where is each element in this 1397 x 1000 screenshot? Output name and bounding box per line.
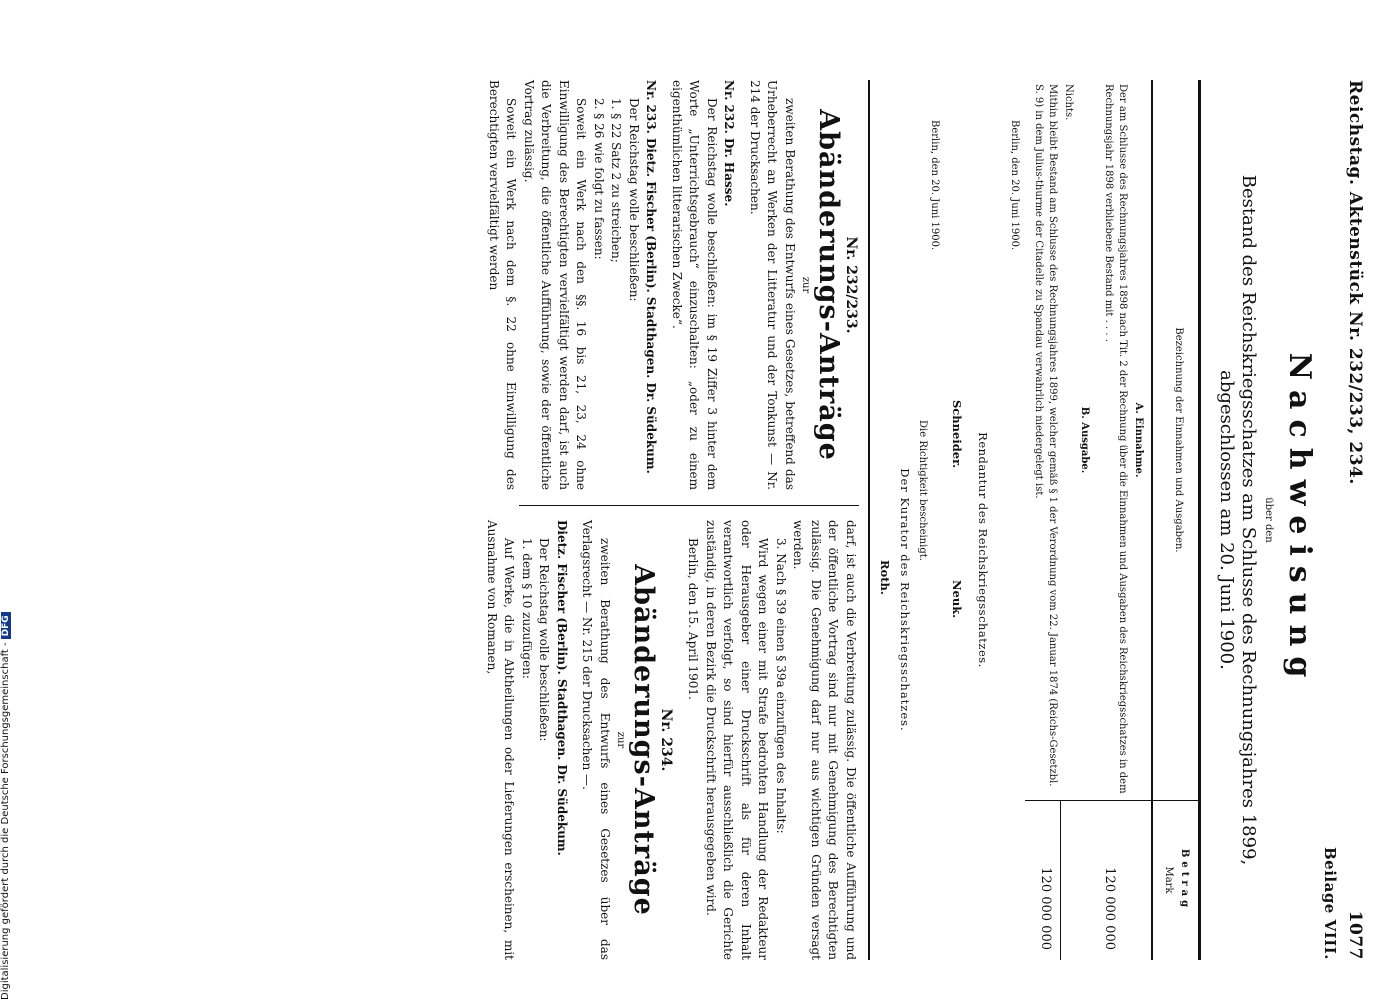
nachweisung-sub3: abgeschlossen am 20. Juni 1900. (1216, 370, 1237, 670)
amend-233-item1: 1. § 22 Satz 2 zu streichen; (609, 98, 624, 263)
amend-234-intro: zweiten Berathung des Entwurfs eines Gesetzes über das Verlagsrecht — Nr. 215 der Drucksachen —. (580, 520, 612, 960)
total-value: 120 000 000 (1038, 867, 1053, 950)
amend-233-date: Berlin, den 15. April 1901. (686, 538, 701, 700)
rendantur-office: Rendantur des Reichskriegsschatzes. (976, 432, 990, 668)
amend-233-text: Der Reichstag wolle beschließen: (627, 98, 641, 302)
amend-232-title: Abänderungs-Anträge (813, 109, 845, 461)
amend-232-zur: zur (800, 276, 811, 294)
page-number: 1077 (1345, 910, 1365, 960)
digitization-credit (0, 612, 11, 1000)
table-col-head: Bezeichnung der Einnahmen und Ausgaben. (1173, 327, 1184, 553)
amend-233-para2: Soweit ein Werk nach dem §. 22 ohne Einwilligung des Berechtigten vervielfältigt werden (487, 80, 519, 490)
signature-3: Roth. (878, 560, 892, 595)
date-mid: Berlin, den 20. Juni 1900. (929, 120, 940, 251)
amend-233-para1: Soweit ein Werk nach den §§. 16 bis 21, 23, 24 ohne Einwilligung des Berechtigten vervielfältigt werden darf, ist auch die Verbreitung, die öffentliche Aufführung, sowie der öffentliche Vortrag zulässig. (522, 80, 589, 490)
beilage-label: Beilage VIII. (1321, 846, 1339, 960)
table-betrag-head: Betrag (1179, 848, 1190, 912)
credit-text: Digitalisierung gefördert durch die Deutsche Forschungsgemeinschaft - (0, 642, 11, 1000)
section-divider (868, 80, 870, 960)
section-a-text: Der am Schlusse des Rechnungsjahres 1898 nach Tit. 2 der Rechnung über die Einnahmen und Ausgaben des Reichskriegsschatzes in dem Rechnungsjahr 1898 verbliebene Bestand mit . . . . (1103, 84, 1128, 794)
amend-234-head: Dietz. Fischer (Berlin). Stadthagen. Dr. Südekum. (555, 520, 569, 856)
total-rule (1060, 800, 1061, 960)
amend-232-nr: Nr. 232/233. (843, 236, 859, 334)
dfg-logo: DFG (1, 612, 11, 639)
table-top-rule (1198, 80, 1201, 960)
section-b-text: Nichts. (1063, 84, 1074, 121)
amend-234-item1-text: Auf Werke, die in Abtheilungen oder Lieferungen erscheinen, mit Ausnahme von Romanen, (485, 520, 517, 960)
amend-232-head: Nr. 232. Dr. Hasse. (722, 80, 737, 207)
kurator-title: Der Kurator des Reichskriegsschatzes. (898, 468, 912, 732)
amend-232-intro: zweiten Berathung des Entwurfs eines Gesetzes, betreffend das Urheberrecht an Werken der Litteratur und der Tonkunst — Nr. 214 der Drucksachen. (748, 80, 797, 490)
amend-233-continuation: darf, ist auch die Verbreitung zulässig. Die öffentliche Aufführung und der öffentliche Vortrag sind nur mit Genehmigung des Berechtigten zulässig. Die Genehmigung darf nur aus wichtigen Gründen versagt werden. (791, 520, 858, 960)
signature-1: Schneider. (950, 400, 964, 469)
amend-233-head: Nr. 233. Dietz. Fischer (Berlin). Stadthagen. Dr. Südekum. (644, 80, 659, 474)
nachweisung-title: Nachweisung (1282, 352, 1317, 688)
remaining-text: Mithin bleibt Bestand am Schlusse des Rechnungsjahres 1899, welcher gemäß § 1 der Verordnung vom 22. Januar 1874 (Reichs-Gesetzbl. S. 9) in dem Julius-thurme der Citadelle zu Spandau verwahrlich niedergelegt ist. (1033, 84, 1058, 787)
amend-233-item3: 3. Nach § 39 einen § 39a einzufügen des Inhalts: (774, 538, 788, 834)
confirmation: Die Richtigkeit bescheinigt. (917, 420, 928, 561)
table-col-divider (1025, 800, 1201, 801)
section-a-value: 120 000 000 (1102, 867, 1117, 950)
amend-232-text: Der Reichstag wolle beschließen: im § 19 Ziffer 3 hinter dem Worte „Unterrichtsgebrauch“ einzuschalten: „oder zu einem eigenthümlichen litterarischen Zwecke“. (670, 80, 719, 490)
left-column (485, 80, 860, 490)
date-left: Berlin, den 20. Juni 1900. (1009, 120, 1020, 251)
table-head-rule (1152, 80, 1154, 960)
amend-234-text: Der Reichstag wolle beschließen: (537, 538, 552, 742)
amend-234-nr: Nr. 234. (658, 708, 674, 772)
amend-234-item1: 1. dem § 10 zuzufügen: (520, 538, 534, 679)
right-column (483, 520, 860, 960)
page-header-left: Reichstag. Aktenstück Nr. 232/233, 234. (1345, 80, 1365, 485)
section-b-heading: B. Ausgabe. (1079, 406, 1090, 474)
section-a-heading: A. Einnahme. (1133, 402, 1144, 478)
amend-233-item3-text: Wird wegen einer mit Strafe bedrohten Handlung der Redakteur oder Herausgeber einer Druckschrift als für deren Inhalt verantwortlich verfolgt, so sind hierfür ausschließlich die Gerichte zuständig, in deren Bezirk die Druckschrift herausgegeben wird. (704, 520, 771, 960)
amend-233-item2: 2. § 26 wie folgt zu fassen: (592, 98, 606, 260)
amend-234-title: Abänderungs-Anträge (628, 564, 660, 916)
table-mark-head: Mark (1163, 866, 1174, 894)
column-divider (519, 505, 859, 506)
nachweisung-sub2: Bestand des Reichskriegsschatzes am Schlusse des Rechnungsjahres 1899, (1238, 174, 1259, 866)
nachweisung-sub1: über den (1263, 497, 1274, 543)
amend-234-zur: zur (615, 731, 626, 749)
signature-2: Neuk. (950, 580, 964, 619)
